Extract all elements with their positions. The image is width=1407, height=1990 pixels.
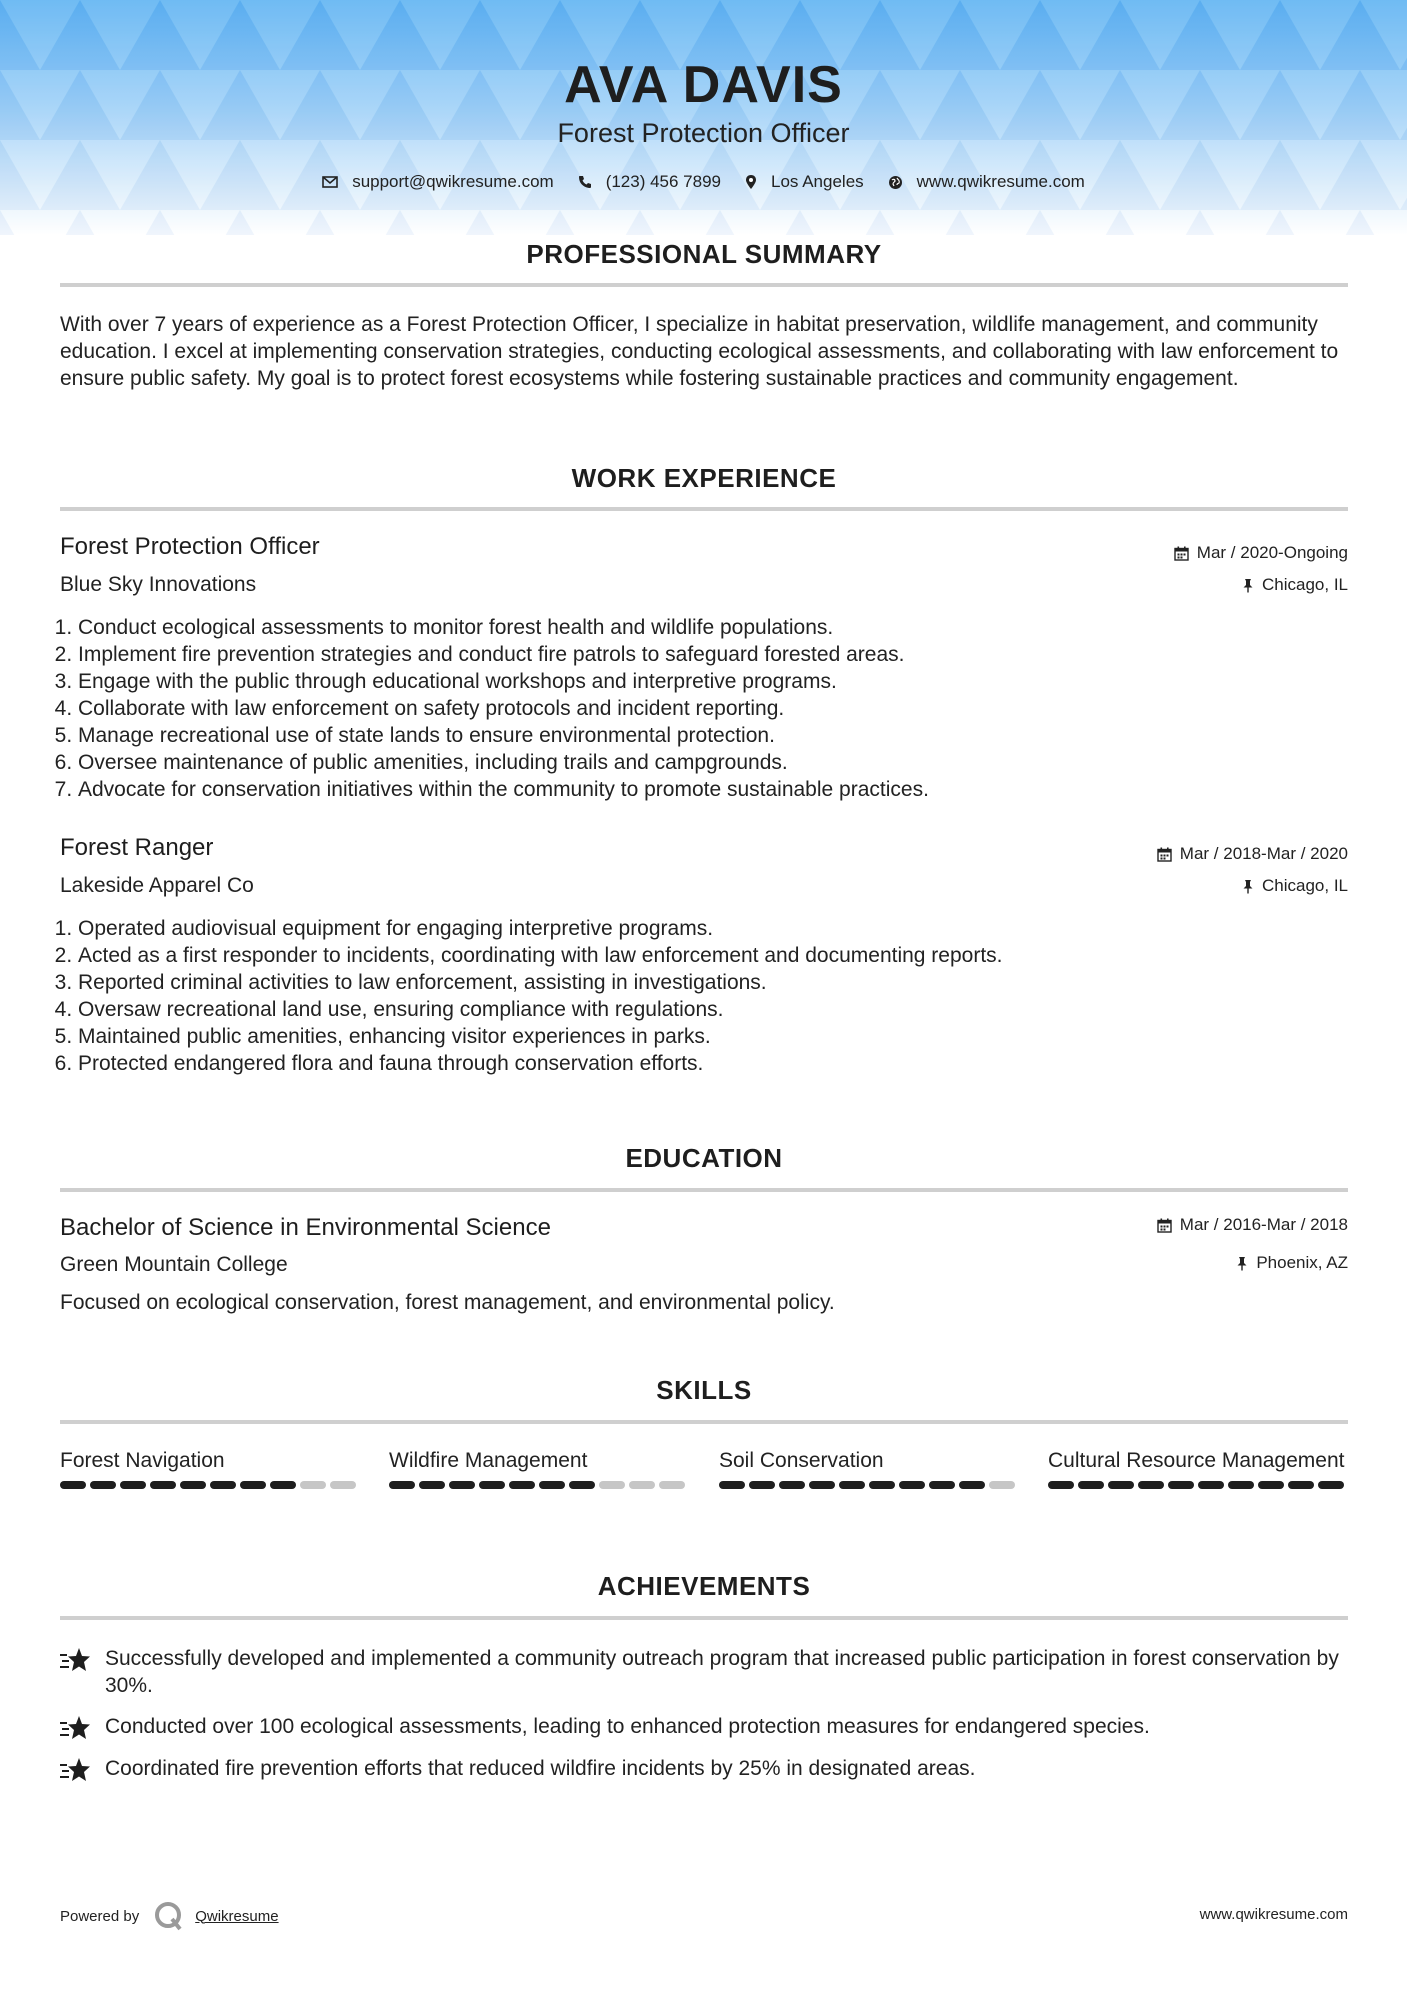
calendar-icon xyxy=(1174,546,1189,561)
skill-name: Soil Conservation xyxy=(719,1449,884,1472)
skill-segment xyxy=(1318,1481,1344,1489)
summary-divider xyxy=(60,283,1348,287)
calendar-icon xyxy=(1157,847,1172,862)
skill-name: Forest Navigation xyxy=(60,1449,225,1472)
skill-segment xyxy=(389,1481,415,1489)
skill-segment xyxy=(330,1481,356,1489)
skill-segment xyxy=(150,1481,176,1489)
star-icon xyxy=(60,1757,91,1783)
education-dates: Mar / 2016-Mar / 2018 xyxy=(1157,1215,1348,1235)
qwikresume-logo-icon xyxy=(153,1900,185,1932)
qwikresume-link[interactable]: Qwikresume xyxy=(195,1907,279,1925)
skill-segment xyxy=(1258,1481,1284,1489)
list-item: 6. Oversee maintenance of public amenities, including trails and campgrounds. xyxy=(78,749,1358,776)
skill-segment xyxy=(959,1481,985,1489)
contact-phone[interactable]: (123) 456 7899 xyxy=(578,172,721,192)
skill-segment xyxy=(449,1481,475,1489)
job-company: Blue Sky Innovations xyxy=(60,573,257,596)
achievements-heading: ACHIEVEMENTS xyxy=(597,1571,811,1601)
skill-item xyxy=(60,1447,360,1489)
skill-name: Wildfire Management xyxy=(389,1449,588,1472)
calendar-icon xyxy=(1157,1218,1172,1233)
skill-item xyxy=(719,1447,1019,1489)
job-dates: Mar / 2018-Mar / 2020 xyxy=(1157,844,1348,864)
candidate-name: AVA DAVIS xyxy=(564,56,843,114)
education-description: Focused on ecological conservation, forest management, and environmental policy. xyxy=(60,1291,835,1314)
skill-level-bar xyxy=(389,1481,689,1489)
achievement-item: Successfully developed and implemented a community outreach program that increased public participation in forest conservation by 30%. xyxy=(60,1645,1350,1699)
achievement-item: Coordinated fire prevention efforts that reduced wildfire incidents by 25% in designated areas. xyxy=(60,1755,1350,1783)
job-location: Chicago, IL xyxy=(1242,575,1348,595)
skill-segment xyxy=(1048,1481,1074,1489)
skill-segment xyxy=(569,1481,595,1489)
skill-segment xyxy=(180,1481,206,1489)
list-item: 4. Collaborate with law enforcement on safety protocols and incident reporting. xyxy=(78,695,1358,722)
skill-segment xyxy=(509,1481,535,1489)
pushpin-icon xyxy=(1236,1256,1248,1271)
footer-powered-by: Powered by Qwikresume xyxy=(60,1900,279,1932)
experience-divider xyxy=(60,507,1348,511)
skill-segment xyxy=(899,1481,925,1489)
skill-segment xyxy=(659,1481,685,1489)
skill-segment xyxy=(1288,1481,1314,1489)
contact-bar xyxy=(0,172,1407,192)
education-heading: EDUCATION xyxy=(625,1143,783,1173)
skill-segment xyxy=(599,1481,625,1489)
skill-segment xyxy=(270,1481,296,1489)
skill-segment xyxy=(839,1481,865,1489)
experience-heading: WORK EXPERIENCE xyxy=(571,463,837,493)
list-item: 5. Manage recreational use of state lands to ensure environmental protection. xyxy=(78,722,1358,749)
job-title: Forest Ranger xyxy=(60,834,214,861)
skill-segment xyxy=(749,1481,775,1489)
job-title: Forest Protection Officer xyxy=(60,533,320,560)
skill-segment xyxy=(1108,1481,1134,1489)
skill-segment xyxy=(779,1481,805,1489)
skill-segment xyxy=(1228,1481,1254,1489)
footer-website[interactable]: www.qwikresume.com xyxy=(1199,1906,1348,1923)
skill-level-bar xyxy=(719,1481,1019,1489)
skill-segment xyxy=(90,1481,116,1489)
achievements-divider xyxy=(60,1616,1348,1620)
star-icon xyxy=(60,1715,91,1741)
education-location: Phoenix, AZ xyxy=(1236,1253,1348,1273)
skill-segment xyxy=(989,1481,1015,1489)
skill-segment xyxy=(120,1481,146,1489)
skill-level-bar xyxy=(60,1481,360,1489)
skill-segment xyxy=(869,1481,895,1489)
skill-segment xyxy=(1078,1481,1104,1489)
list-item: 6. Protected endangered flora and fauna through conservation efforts. xyxy=(78,1050,1358,1077)
skill-segment xyxy=(240,1481,266,1489)
skills-heading: SKILLS xyxy=(656,1375,752,1405)
summary-text: With over 7 years of experience as a Forest Protection Officer, I specialize in habitat preservation, wildlife management, and community education. I excel at implementing conservation strategies, conducting ecological assessments, and collaborating with law enforcement to ensure public safety. My goal is to protect forest ecosystems while fostering sustainable practices and community engagement. xyxy=(60,313,1339,390)
skill-segment xyxy=(419,1481,445,1489)
job-responsibilities xyxy=(54,915,1358,1077)
job-dates: Mar / 2020-Ongoing xyxy=(1174,543,1348,563)
skill-segment xyxy=(300,1481,326,1489)
skill-segment xyxy=(1138,1481,1164,1489)
list-item: 4. Oversaw recreational land use, ensuring compliance with regulations. xyxy=(78,996,1358,1023)
skill-segment xyxy=(479,1481,505,1489)
contact-website[interactable]: www.qwikresume.com xyxy=(888,172,1085,192)
list-item: 7. Advocate for conservation initiatives within the community to promote sustainable practices. xyxy=(78,776,1358,803)
job-company: Lakeside Apparel Co xyxy=(60,874,254,897)
globe-icon xyxy=(888,175,903,190)
skill-item xyxy=(1048,1447,1348,1489)
skill-segment xyxy=(629,1481,655,1489)
pushpin-icon xyxy=(1242,578,1254,593)
skill-segment xyxy=(719,1481,745,1489)
list-item: 3. Reported criminal activities to law enforcement, assisting in investigations. xyxy=(78,969,1358,996)
list-item: 1. Conduct ecological assessments to monitor forest health and wildlife populations. xyxy=(78,614,1358,641)
summary-heading: PROFESSIONAL SUMMARY xyxy=(526,239,882,269)
list-item: 1. Operated audiovisual equipment for engaging interpretive programs. xyxy=(78,915,1358,942)
list-item: 2. Acted as a first responder to incidents, coordinating with law enforcement and documenting reports. xyxy=(78,942,1358,969)
education-divider xyxy=(60,1188,1348,1192)
star-icon xyxy=(60,1647,91,1673)
contact-location: Los Angeles xyxy=(745,172,864,192)
skill-segment xyxy=(809,1481,835,1489)
list-item: 2. Implement fire prevention strategies and conduct fire patrols to safeguard forested areas. xyxy=(78,641,1358,668)
map-pin-icon xyxy=(745,174,757,190)
school-name: Green Mountain College xyxy=(60,1253,288,1276)
degree-title: Bachelor of Science in Environmental Science xyxy=(60,1214,551,1241)
skill-segment xyxy=(539,1481,565,1489)
contact-email[interactable]: support@qwikresume.com xyxy=(322,172,554,192)
phone-icon xyxy=(578,175,592,189)
job-location: Chicago, IL xyxy=(1242,876,1348,896)
envelope-icon xyxy=(322,175,338,189)
skill-segment xyxy=(1198,1481,1224,1489)
skill-segment xyxy=(60,1481,86,1489)
skill-name: Cultural Resource Management xyxy=(1048,1449,1345,1472)
skill-segment xyxy=(1168,1481,1194,1489)
skill-level-bar xyxy=(1048,1481,1348,1489)
list-item: 3. Engage with the public through educational workshops and interpretive programs. xyxy=(78,668,1358,695)
skills-divider xyxy=(60,1420,1348,1424)
skill-segment xyxy=(929,1481,955,1489)
skill-item xyxy=(389,1447,689,1489)
list-item: 5. Maintained public amenities, enhancing visitor experiences in parks. xyxy=(78,1023,1358,1050)
skill-segment xyxy=(210,1481,236,1489)
achievement-item: Conducted over 100 ecological assessments, leading to enhanced protection measures for endangered species. xyxy=(60,1713,1350,1741)
pushpin-icon xyxy=(1242,879,1254,894)
job-responsibilities xyxy=(54,614,1358,803)
candidate-title: Forest Protection Officer xyxy=(557,118,850,148)
